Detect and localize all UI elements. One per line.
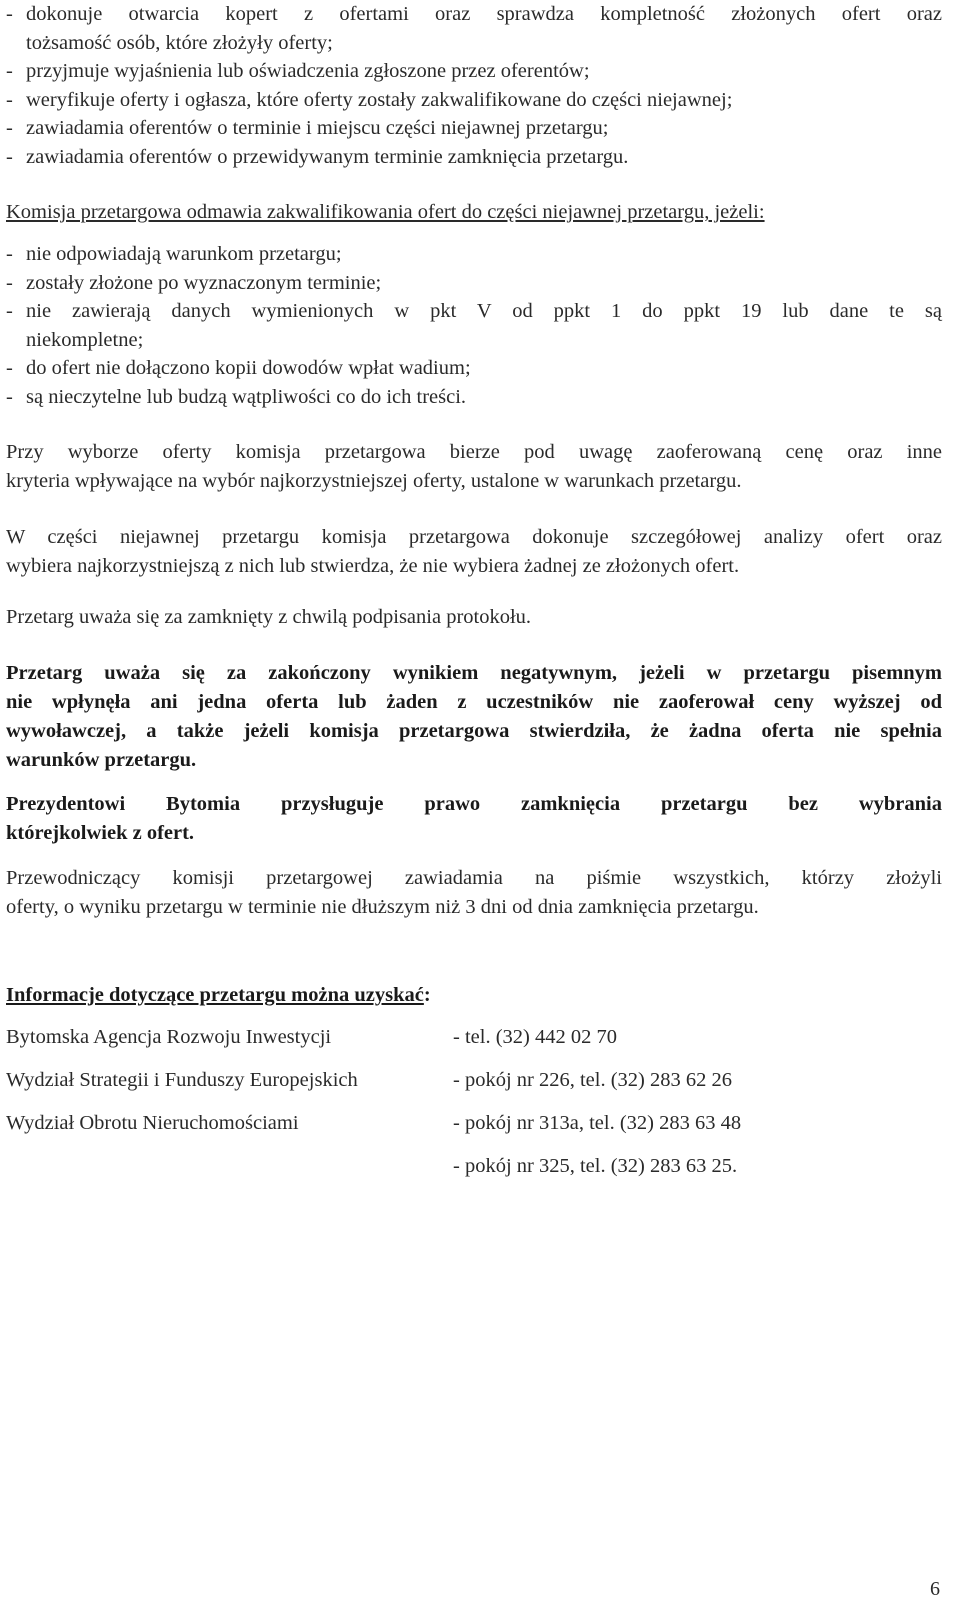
paragraph-line: warunków przetargu. — [6, 749, 197, 771]
list-item: - weryfikuje oferty i ogłasza, które oferty zostały zakwalifikowane do części niejawnej; — [6, 88, 733, 111]
contact-row — [6, 1059, 942, 1102]
paragraph-line: W części niejawnej przetargu komisja przetargowa dokonuje szczegółowej analizy ofert oraz — [6, 526, 942, 548]
list-item-continuation — [6, 29, 942, 58]
list-item: - dokonuje otwarcia kopert z ofertami oraz sprawdza kompletność złożonych ofert oraz — [6, 3, 942, 25]
list-item: - przyjmuje wyjaśnienia lub oświadczenia zgłoszone przez oferentów; — [6, 60, 590, 82]
page-number: 6 — [930, 1578, 940, 1600]
paragraph-line: wybiera najkorzystniejszą z nich lub stwierdza, że nie wybiera żadnej ze złożonych ofert. — [6, 555, 740, 577]
contact-detail: - pokój nr 313a, tel. (32) 283 63 48 — [453, 1112, 742, 1134]
list-item-text: do ofert nie dołączono kopii dowodów wpłat wadium; — [26, 357, 471, 379]
contact-detail: - tel. (32) 442 02 70 — [453, 1026, 617, 1048]
paragraph-line: Przetarg uważa się za zakończony wynikiem negatywnym, jeżeli w przetargu pisemnym — [6, 662, 942, 684]
paragraph-closed-part — [6, 523, 942, 581]
paragraph-line: Prezydentowi Bytomia przysługuje prawo zamknięcia przetargu bez wybrania — [6, 793, 942, 815]
list-item-text: tożsamość osób, które złożyły oferty; — [26, 31, 333, 54]
list-item-text: przyjmuje wyjaśnienia lub oświadczenia zgłoszone przez oferentów; — [26, 60, 590, 82]
list-item-text: zawiadamia oferentów o terminie i miejscu części niejawnej przetargu; — [26, 117, 609, 139]
paragraph-line: wywoławczej, a także jeżeli komisja przetargowa stwierdziła, że żadna oferta nie spełnia — [6, 720, 942, 742]
paragraph-line: nie wpłynęła ani jedna oferta lub żaden z uczestników nie zaoferował ceny wyższej od — [6, 691, 942, 713]
list-item-text: zawiadamia oferentów o przewidywanym terminie zamknięcia przetargu. — [26, 145, 629, 168]
list-item-text: nie odpowiadają warunkom przetargu; — [26, 243, 342, 265]
paragraph-offer-choice — [6, 438, 942, 496]
paragraph-president-right — [6, 790, 942, 848]
contact-organization: Bytomska Agencja Rozwoju Inwestycji — [6, 1026, 332, 1048]
paragraph-line: Przy wyborze oferty komisja przetargowa bierze pod uwagę zaoferowaną cenę oraz inne — [6, 441, 942, 463]
list-item: - nie odpowiadają warunkom przetargu; — [6, 243, 342, 265]
list-item: - nie zawierają danych wymienionych w pkt V od ppkt 1 do ppkt 19 lub dane te są — [6, 300, 942, 322]
list-item-text: są nieczytelne lub budzą wątpliwości co do ich treści. — [26, 385, 467, 408]
contact-row — [6, 1145, 942, 1188]
info-heading-colon: : — [423, 984, 431, 1006]
info-heading — [6, 981, 431, 1010]
contact-detail: - pokój nr 325, tel. (32) 283 63 25. — [453, 1155, 738, 1177]
list-item-text: niekompletne; — [26, 328, 144, 351]
list-item: - zostały złożone po wyznaczonym terminie; — [6, 271, 382, 294]
list-item-text: nie zawierają danych wymienionych w pkt V od ppkt 1 do ppkt 19 lub dane te są — [26, 300, 942, 322]
commission-duties-list — [6, 0, 942, 171]
list-item: - zawiadamia oferentów o przewidywanym terminie zamknięcia przetargu. — [6, 145, 629, 168]
paragraph-chairman-notice — [6, 864, 942, 922]
contact-organization: Wydział Obrotu Nieruchomościami — [6, 1112, 299, 1134]
contact-row — [6, 1016, 942, 1059]
paragraph-line: Przewodniczący komisji przetargowej zawiadamia na piśmie wszystkich, którzy złożyli — [6, 867, 942, 889]
list-item: - do ofert nie dołączono kopii dowodów wpłat wadium; — [6, 357, 471, 379]
paragraph-tender-closed: Przetarg uważa się za zamknięty z chwilą podpisania protokołu. — [6, 606, 532, 628]
list-item: - są nieczytelne lub budzą wątpliwości co do ich treści. — [6, 385, 467, 408]
paragraph-line: oferty, o wyniku przetargu w terminie nie dłuższym niż 3 dni od dnia zamknięcia przetargu. — [6, 896, 759, 918]
list-item-text: zostały złożone po wyznaczonym terminie; — [26, 271, 382, 294]
refusal-heading: Komisja przetargowa odmawia zakwalifikowania ofert do części niejawnej przetargu, jeżeli: — [6, 201, 765, 223]
contact-list — [6, 1016, 942, 1188]
list-item-text: weryfikuje oferty i ogłasza, które oferty zostały zakwalifikowane do części niejawnej; — [26, 88, 733, 111]
contact-row — [6, 1102, 942, 1145]
contact-detail: - pokój nr 226, tel. (32) 283 62 26 — [453, 1069, 732, 1091]
contact-organization: Wydział Strategii i Funduszy Europejskich — [6, 1069, 358, 1091]
refusal-conditions-list — [6, 240, 942, 411]
paragraph-line: którejkolwiek z ofert. — [6, 822, 195, 844]
list-item-continuation — [6, 326, 942, 355]
list-item: - zawiadamia oferentów o terminie i miejscu części niejawnej przetargu; — [6, 117, 609, 139]
paragraph-negative-result — [6, 659, 942, 775]
list-item-text: dokonuje otwarcia kopert z ofertami oraz sprawdza kompletność złożonych ofert oraz — [26, 3, 942, 25]
paragraph-line: kryteria wpływające na wybór najkorzystniejszej oferty, ustalone w warunkach przetargu. — [6, 470, 742, 492]
info-heading-text: Informacje dotyczące przetargu można uzyskać — [6, 984, 424, 1006]
